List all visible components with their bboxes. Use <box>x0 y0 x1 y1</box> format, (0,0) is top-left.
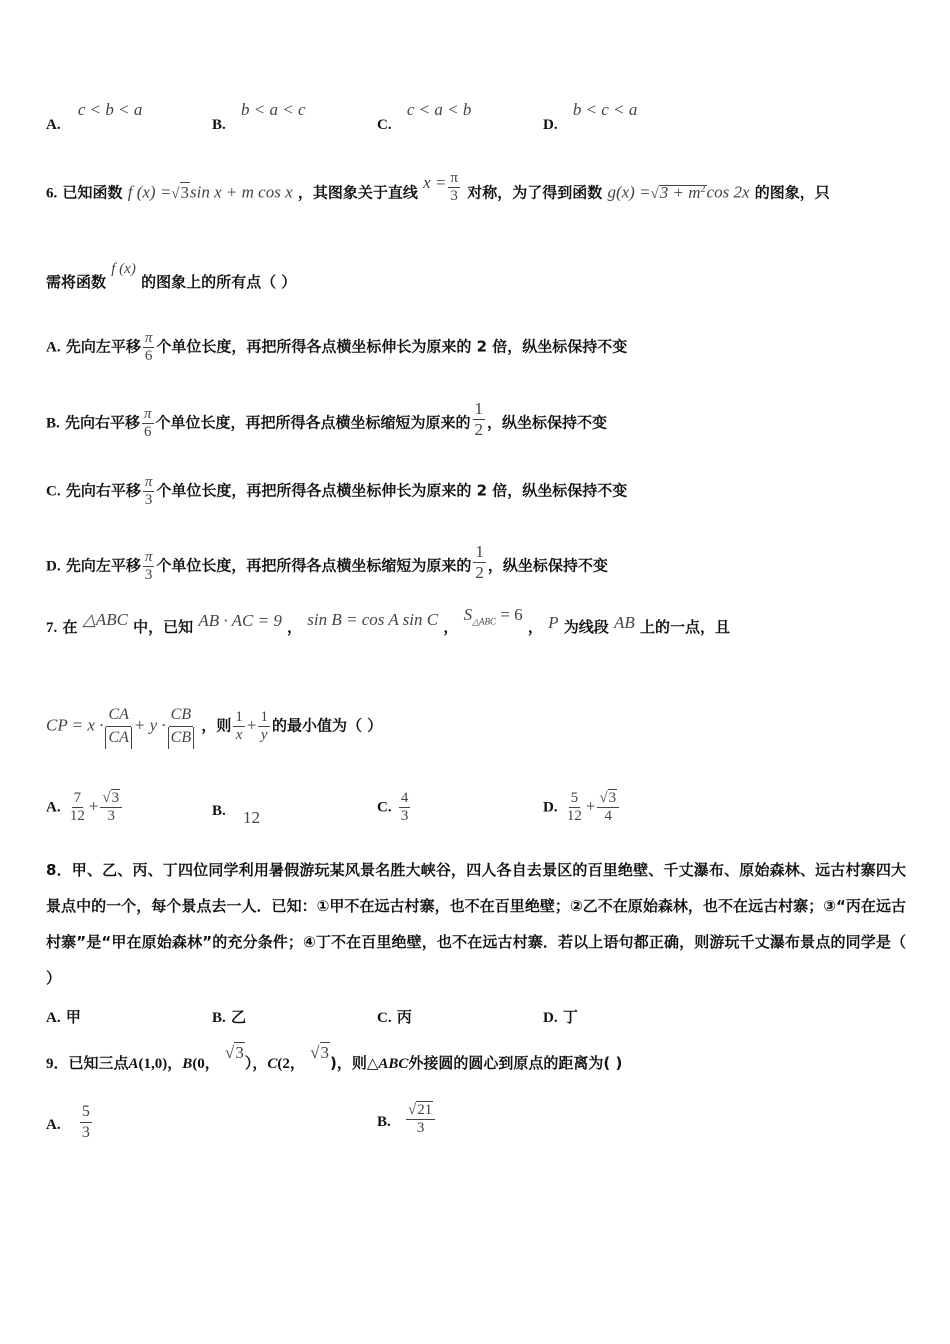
q5-option-c <box>377 100 472 133</box>
q6-option-b: B. 先向右平移 $\frac{\pi}{6}$ 个单位长度，再把所得各点横坐标缩短为原来的 $\frac{1}{2}$ ，纵坐标保持不变 <box>46 399 608 440</box>
q7-one-over-y: $\frac{1}{y}$ <box>260 709 268 743</box>
q7-option-c: C. $\frac{4}{3}$ <box>377 790 409 824</box>
q6-text-4: 的图象，只 <box>754 183 830 202</box>
q9-stem: 9．已知三点A(1,0)，B(0， √3），C(2， √3)，则△ABC外接圆的圆心到原点的距离为( ) <box>46 1043 623 1072</box>
q7-option-b: B. 12 <box>212 803 260 827</box>
q5-option-a <box>46 100 143 133</box>
q6-x-eq: x = <box>423 172 447 192</box>
q7-number: 7. <box>46 620 58 636</box>
q5-option-b-label: B. <box>212 117 226 133</box>
q6-option-c: C. 先向右平移 $\frac{\pi}{3}$ 个单位长度，再把所得各点横坐标伸长为原来的 2 倍，纵坐标保持不变 <box>46 474 628 508</box>
q7-option-d: D. $\frac{5}{12}$ + $\frac{√3}{4}$ <box>543 790 621 825</box>
q7-cp-expr: CP = x · <box>46 715 104 735</box>
q5-option-d <box>543 100 638 133</box>
q7-dot-product: AB · AC = 9 <box>198 611 282 630</box>
q6-stem-line2 <box>46 261 297 293</box>
q6-sinx: sin x + m cos x <box>190 182 293 202</box>
q8-option-b: B. 乙 <box>212 1008 247 1026</box>
q8-stem: 8．甲、乙、丙、丁四位同学利用暑假游玩某风景名胜大峡谷，四人各自去景区的百里绝壁、千丈瀑布、原始森林、远古村寨四大景点中的一个，每个景点去一人．已知：①甲不在远古村寨，也不在百里绝壁；②乙不在原始森林，也不在远古村寨；③“丙在远古村寨”是“甲在原始森林”的充分条件；④丁不在百里绝壁，也不在远古村寨．若以上语句都正确，则游玩千丈瀑布景点的同学是（ ） <box>46 861 906 987</box>
q5-option-a-label: A. <box>46 117 61 133</box>
q6-option-d-half: $\frac{1}{2}$ <box>475 542 484 582</box>
q6-f-expr: f (x) = <box>127 182 172 202</box>
q5-option-d-expr: b < c < a <box>572 100 638 119</box>
q7-stem-line2: CP = x · $\frac{CA}{CA}$ + y · $\frac{CB}{CB}$ ，则 $\frac{1}{x}$ + $\frac{1}{y}$ 的最小值为（ ） <box>46 704 382 749</box>
q6-sqrt3: √3 <box>171 182 190 202</box>
q7-one-over-x: $\frac{1}{x}$ <box>235 709 243 743</box>
q7-unit-ca: $\frac{CA}{CA}$ <box>105 704 131 749</box>
q6-text-2: ，其图象关于直线 <box>297 183 418 202</box>
q5-option-a-expr: c < b < a <box>77 100 143 119</box>
q6-option-a-frac: $\frac{\pi}{6}$ <box>144 330 153 364</box>
q6-cos2x: cos 2x <box>706 182 750 202</box>
q6-text-3: 对称，为了得到函数 <box>467 183 603 202</box>
q6-text-1: 已知函数 <box>62 183 123 202</box>
q5-option-d-label: D. <box>543 117 558 133</box>
q6-option-d: D. 先向左平移 $\frac{\pi}{3}$ 个单位长度，再把所得各点横坐标缩短为原来的 $\frac{1}{2}$ ，纵坐标保持不变 <box>46 542 608 583</box>
q6-number: 6. <box>46 185 58 202</box>
q7-sin-eq: sin B = cos A sin C <box>307 610 439 629</box>
q6-pi-over-3: $\frac{\pi}{3}$ <box>450 170 458 204</box>
q7-option-a: A. $\frac{7}{12}$ + $\frac{√3}{3}$ <box>46 790 124 825</box>
q8-option-a: A. 甲 <box>46 1008 81 1026</box>
q7-point-p: P <box>548 613 559 632</box>
q6-g-sqrt: $√3 + m^2$ <box>650 182 706 202</box>
q9-sqrt3-c: √3 <box>310 1043 329 1062</box>
q6-option-d-frac: $\frac{\pi}{3}$ <box>144 549 153 583</box>
q9-option-a: A. $\frac{5}{3}$ <box>46 1103 90 1141</box>
q5-option-b-expr: b < a < c <box>241 100 306 119</box>
q5-option-b <box>212 100 306 133</box>
q6-option-b-frac: $\frac{\pi}{6}$ <box>144 406 152 440</box>
q7-triangle: △ABC <box>82 610 128 629</box>
q9-sqrt3-b: √3 <box>225 1043 244 1062</box>
q7-unit-cb: $\frac{CB}{CB}$ <box>168 704 194 749</box>
q9-option-b: B. $\frac{√21}{3}$ <box>377 1102 437 1137</box>
q7-area: $S_{\triangle ABC} = 6$ <box>463 605 523 627</box>
q6-text-5: 需将函数 <box>46 273 107 291</box>
q5-option-c-label: C. <box>377 117 392 133</box>
q6-fx: f (x) <box>111 261 136 277</box>
q6-stem-line1 <box>46 170 830 211</box>
q7-stem-line1: 7. 在 △ABC 中，已知 AB · AC = 9 ， sin B = cos A sin C ， $S_{\triangle ABC} = 6$ ， P 为线段 AB 上的一点，且 <box>46 605 730 636</box>
q5-option-c-expr: c < a < b <box>406 100 472 119</box>
q6-option-b-half: $\frac{1}{2}$ <box>474 399 484 439</box>
q8-option-d: D. 丁 <box>543 1008 578 1026</box>
q8-option-c: C. 丙 <box>377 1008 412 1026</box>
q9-number: 9． <box>46 1056 69 1072</box>
q6-text-6: 的图象上的所有点（ ） <box>141 273 297 291</box>
q6-option-c-frac: $\frac{\pi}{3}$ <box>144 474 153 508</box>
q6-g-expr: g(x) = <box>607 182 651 202</box>
q7-segment-ab: AB <box>613 613 635 632</box>
q6-option-a: A. 先向左平移 $\frac{\pi}{6}$ 个单位长度，再把所得各点横坐标伸长为原来的 2 倍，纵坐标保持不变 <box>46 330 628 364</box>
